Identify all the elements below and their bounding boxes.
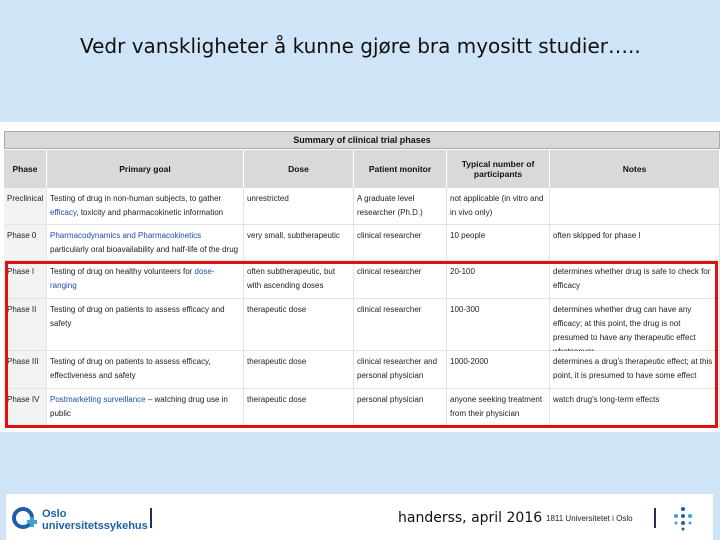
monitor-cell: personal physician (354, 389, 447, 426)
slide-title: Vedr vanskligheter å kunne gjøre bra myositt studier….. (80, 34, 641, 58)
highlight-box (5, 261, 718, 428)
phase-cell: Preclinical (4, 188, 47, 224)
goal-text: , toxicity and pharmacokinetic information (76, 208, 224, 217)
logo-line-1: Oslo (42, 508, 67, 520)
phase-cell: Phase II (4, 299, 47, 350)
goal-text: – watching drug use in public (50, 395, 228, 418)
header-dose: Dose (244, 150, 354, 188)
table-row (4, 188, 720, 225)
goal-cell: Testing of drug on patients to assess efficacy and safety (47, 299, 244, 350)
goal-text: Testing of drug on healthy volunteers for (50, 267, 195, 276)
notes-cell (550, 188, 720, 224)
monitor-cell: A graduate level researcher (Ph.D.) (354, 188, 447, 224)
footer-author-date: handerss, april 2016 (398, 510, 543, 526)
notes-cell: watch drug's long-term effects (550, 389, 720, 426)
header-primary-goal: Primary goal (47, 150, 244, 188)
monitor-cell: clinical researcher (354, 225, 447, 260)
notes-cell: determines whether drug can have any efficacy; at this point, the drug is not presumed to have any therapeutic effect (550, 299, 720, 350)
divider (150, 508, 152, 528)
pharmacodynamics-link[interactable]: Pharmacodynamics and Pharmacokinetics (50, 231, 202, 240)
hospital-logo-icon (12, 506, 38, 532)
divider (654, 508, 656, 528)
participants-cell: anyone seeking treatment from their physician (447, 389, 550, 426)
header-patient-monitor: Patient monitor (354, 150, 447, 188)
participants-cell: not applicable (in vitro and in vivo only) (447, 188, 550, 224)
header-phase: Phase (4, 150, 47, 188)
participants-cell: 100-300 (447, 299, 550, 350)
goal-cell: Testing of drug on patients to assess efficacy, effectiveness and safety (47, 351, 244, 388)
dose-cell: therapeutic dose (244, 299, 354, 350)
slide-footer (6, 494, 713, 540)
monitor-cell: clinical researcher (354, 299, 447, 350)
table-header (4, 150, 720, 188)
hospital-logo-text (42, 508, 148, 532)
logo-line-2: universitetssykehus (42, 520, 148, 532)
table-caption: Summary of clinical trial phases (4, 131, 720, 149)
table-row (4, 225, 720, 261)
header-participants: Typical number of participants (447, 150, 550, 188)
goal-cell (47, 225, 244, 260)
monitor-cell: clinical researcher and personal physician (354, 351, 447, 388)
dose-ranging-link[interactable]: dose-ranging (50, 267, 215, 290)
phase-cell: Phase III (4, 351, 47, 388)
notes-cell: often skipped for phase I (550, 225, 720, 260)
dose-cell: often subtherapeutic, but with ascending doses (244, 261, 354, 298)
notes-cell: determines whether drug is safe to check for efficacy (550, 261, 720, 298)
participants-cell: 20-100 (447, 261, 550, 298)
phase-cell: Phase 0 (4, 225, 47, 260)
participants-cell: 10 people (447, 225, 550, 260)
dots-logo-icon (671, 506, 695, 530)
phase-cell: Phase I (4, 261, 47, 298)
participants-cell: 1000-2000 (447, 351, 550, 388)
header-notes: Notes (550, 150, 720, 188)
phase-cell: Phase IV (4, 389, 47, 426)
uio-logo-text: 1811 Universitetet i Oslo (546, 514, 633, 523)
notes-cell: determines a drug's therapeutic effect; at this point, it is presumed to have some effect (550, 351, 720, 388)
postmarketing-link[interactable]: Postmarketing surveillance (50, 395, 146, 404)
goal-text: particularly oral bioavailability and half-life of the drug (50, 245, 239, 254)
dose-cell: very small, subtherapeutic (244, 225, 354, 260)
efficacy-link[interactable]: efficacy (50, 208, 77, 217)
goal-text: Testing of drug in non-human subjects, to gather (50, 194, 222, 203)
monitor-cell: clinical researcher (354, 261, 447, 298)
goal-cell (47, 188, 244, 224)
dose-cell: therapeutic dose (244, 389, 354, 426)
dose-cell: therapeutic dose (244, 351, 354, 388)
dose-cell: unrestricted (244, 188, 354, 224)
